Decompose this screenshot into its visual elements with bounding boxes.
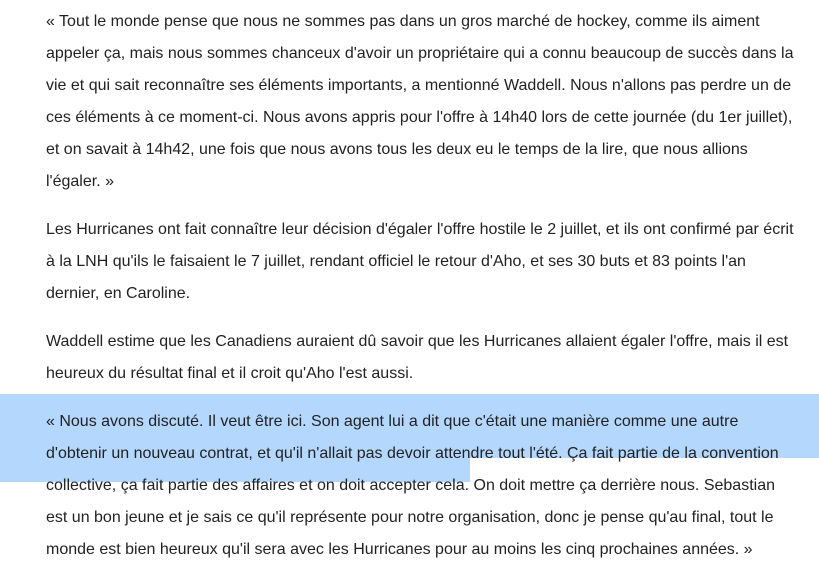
paragraph-line: « Tout le monde pense que nous ne sommes pas dans un gros marché de hockey, comme ils aiment bbox=[46, 13, 760, 30]
paragraph-quote-2 bbox=[46, 406, 816, 566]
paragraph-line: vie et qui sait reconnaître ses éléments importants, a mentionné Waddell. Nous n'allons pas perdre un de bbox=[46, 77, 792, 94]
selected-text-fragment[interactable]: collective, ça fait partie des affaires et on doit accepter cela. bbox=[46, 477, 470, 494]
paragraph-hurricanes-decision bbox=[46, 214, 816, 310]
paragraph-waddell-estimate bbox=[46, 326, 816, 390]
paragraph-line: et on savait à 14h42, une fois que nous avons tous les deux eu le temps de la lire, que nous allions bbox=[46, 141, 748, 158]
paragraph-line: heureux du résultat final et il croit qu'Aho l'est aussi. bbox=[46, 365, 414, 382]
paragraph-line: l'égaler. » bbox=[46, 173, 114, 190]
article-body bbox=[46, 6, 816, 582]
paragraph-line: monde est bien heureux qu'il sera avec les Hurricanes pour au moins les cinq prochaines années. » bbox=[46, 541, 753, 558]
paragraph-line: à la LNH qu'ils le faisaient le 7 juillet, rendant officiel le retour d'Aho, et ses 30 buts et 83 points l'an bbox=[46, 253, 746, 270]
selected-text-line[interactable]: d'obtenir un nouveau contrat, et qu'il n'allait pas devoir attendre tout l'été. Ça fait partie de la convention bbox=[46, 445, 779, 462]
paragraph-line: appeler ça, mais nous sommes chanceux d'avoir un propriétaire qui a connu beaucoup de succès dans la bbox=[46, 45, 794, 62]
paragraph-line: ces éléments à ce moment-ci. Nous avons appris pour l'offre à 14h40 lors de cette journée (du 1er juillet), bbox=[46, 109, 793, 126]
selected-text-line[interactable]: « Nous avons discuté. Il veut être ici. Son agent lui a dit que c'était une manière comme une autre bbox=[46, 413, 739, 430]
paragraph-quote-1 bbox=[46, 6, 816, 198]
paragraph-line: est un bon jeune et je sais ce qu'il représente pour notre organisation, donc je pense qu'au final, tout le bbox=[46, 509, 774, 526]
paragraph-line: Waddell estime que les Canadiens auraient dû savoir que les Hurricanes allaient égaler l'offre, mais il est bbox=[46, 333, 789, 350]
paragraph-line: dernier, en Caroline. bbox=[46, 285, 191, 302]
mixed-selection-line bbox=[46, 470, 816, 502]
paragraph-line: Les Hurricanes ont fait connaître leur décision d'égaler l'offre hostile le 2 juillet, et ils ont confirmé par écrit bbox=[46, 221, 794, 238]
unselected-text-fragment: On doit mettre ça derrière nous. Sebastian bbox=[469, 477, 775, 494]
